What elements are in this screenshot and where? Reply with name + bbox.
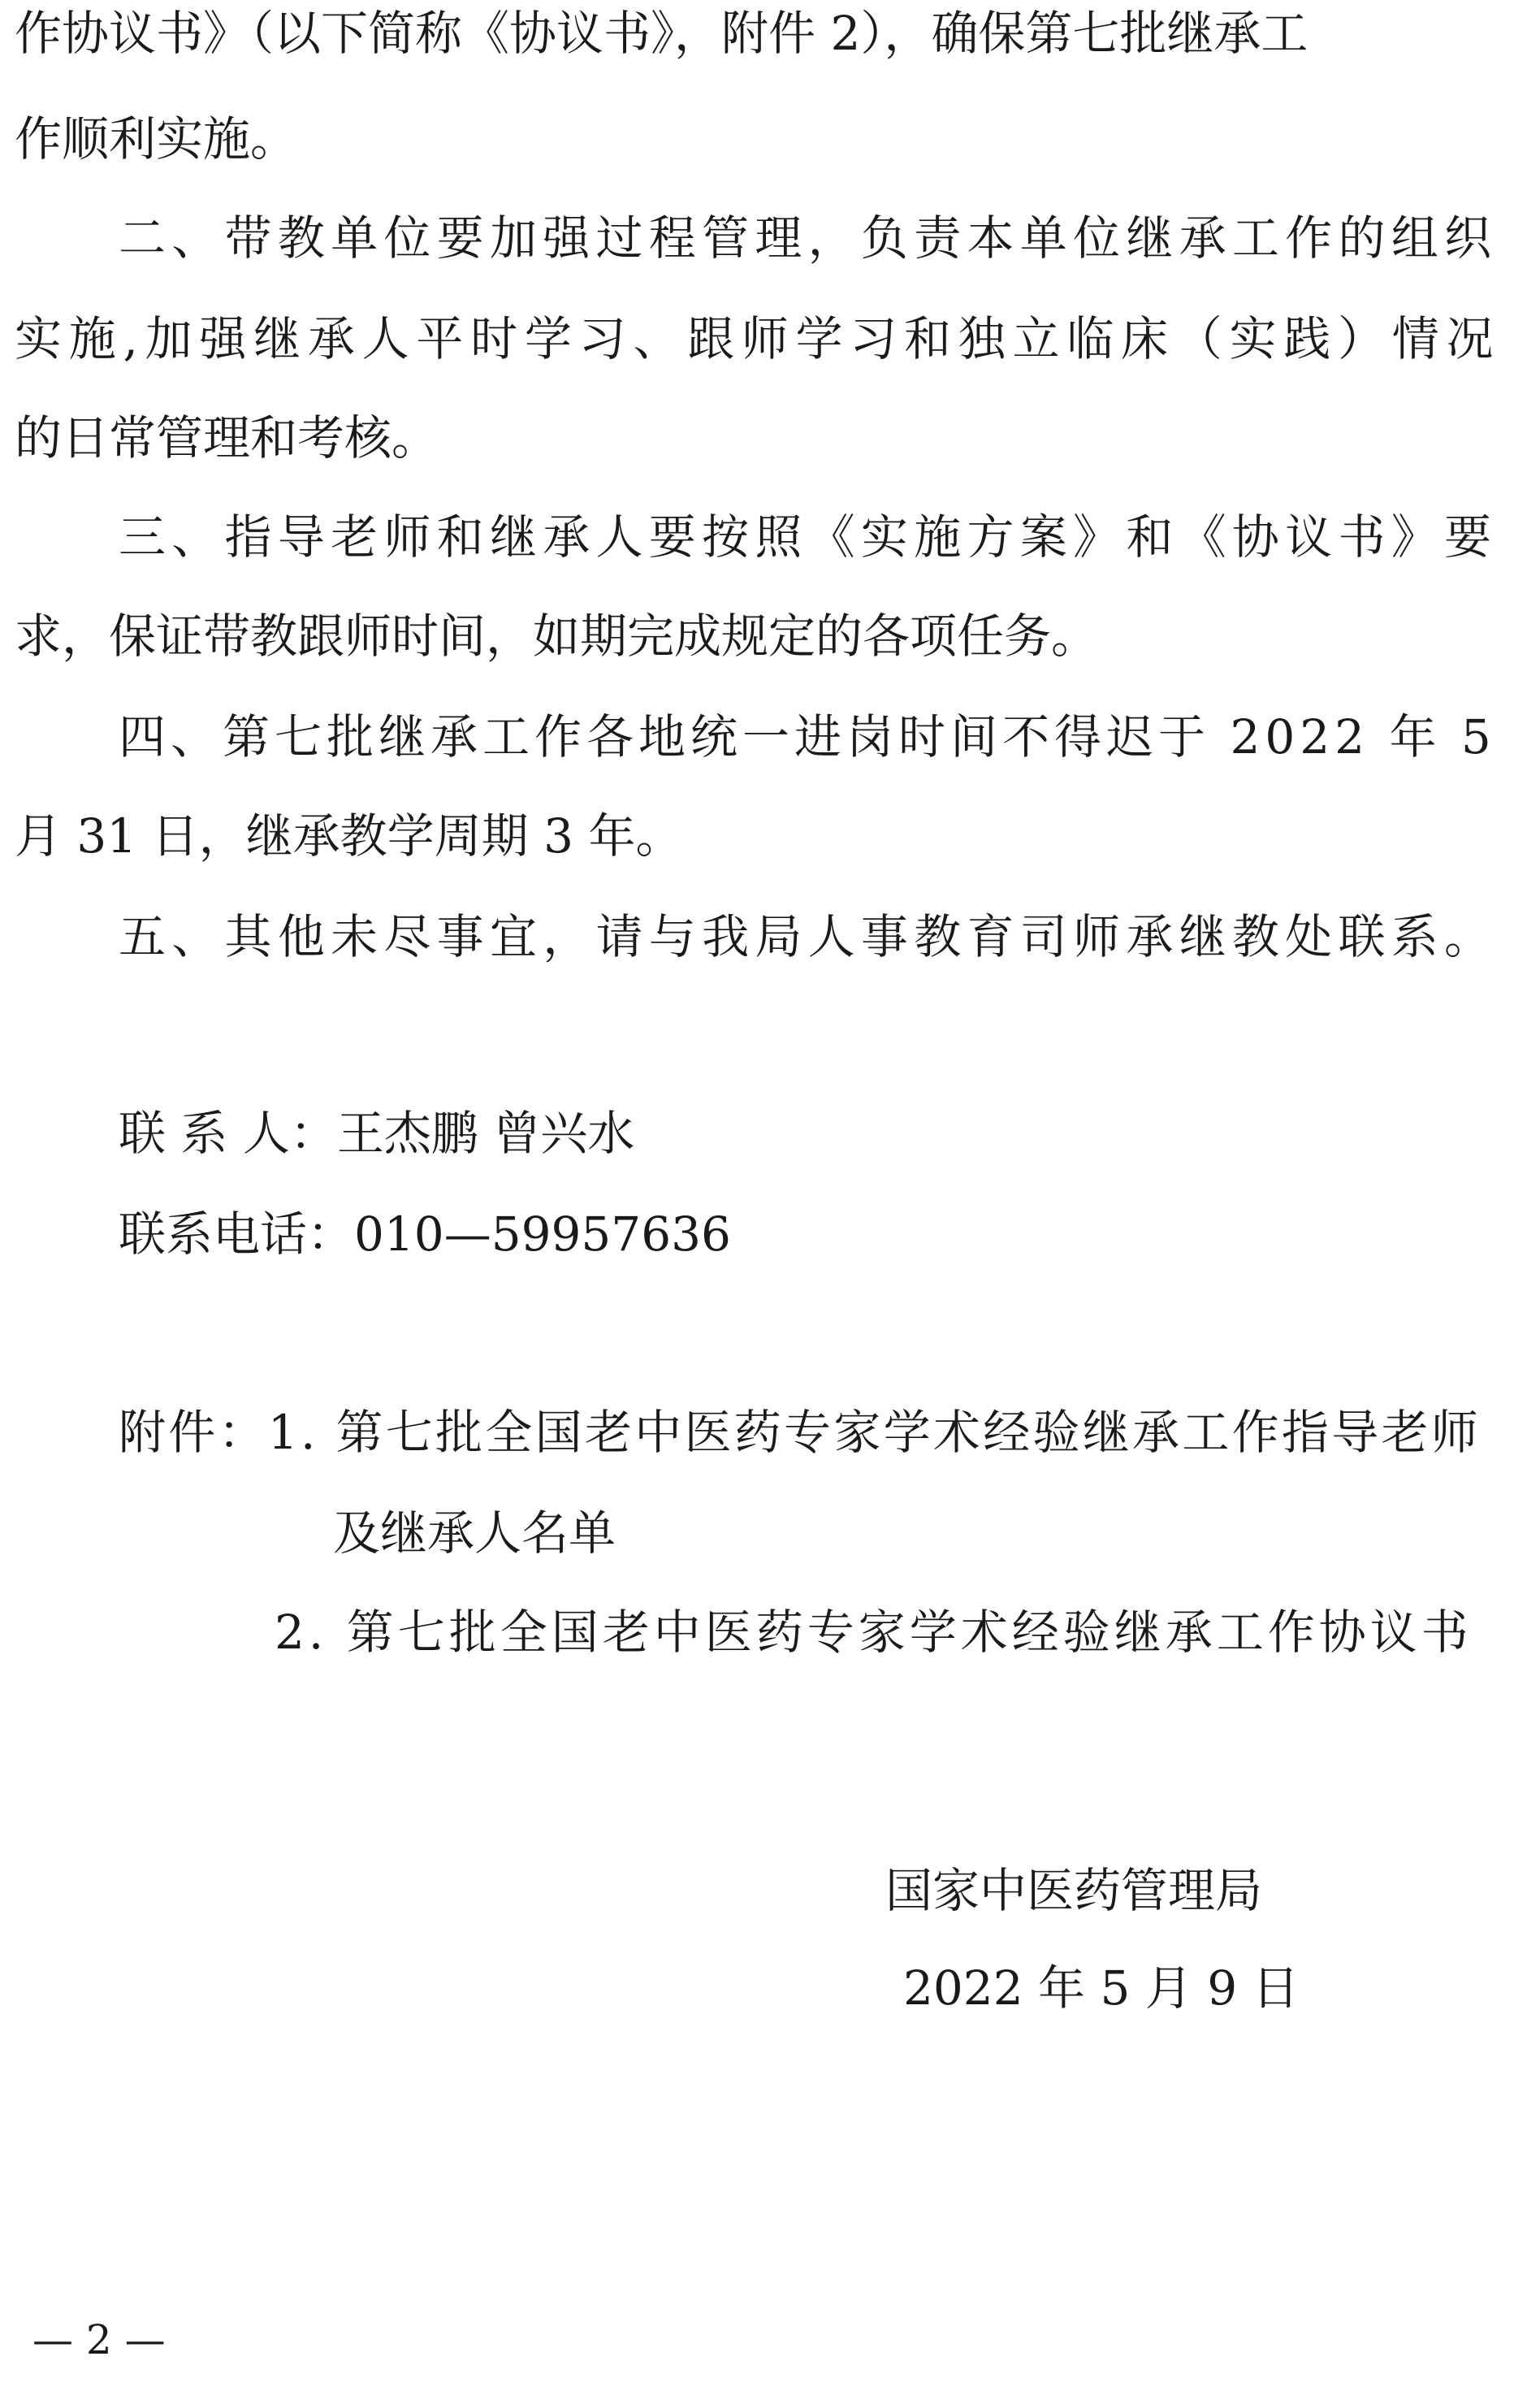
paragraph-5-line-1: 五、其他未尽事宜，请与我局人事教育司师承继教处联系。 [119,909,1498,964]
paragraph-2-line-3: 的日常管理和考核。 [15,410,439,466]
paragraph-4-line-2: 月 31 日，继承教学周期 3 年。 [15,808,683,864]
paragraph-2-line-1: 二、带教单位要加强过程管理，负责本单位继承工作的组织 [119,210,1498,266]
signature-organization: 国家中医药管理局 [885,1863,1263,1918]
attachment-2: 2. 第七批全国老中医药专家学术经验继承工作协议书 [275,1605,1473,1660]
signature-date: 2022 年 5 月 9 日 [903,1960,1300,2016]
contact-person: 联 系 人：王杰鹏 曾兴水 [119,1106,635,1161]
paragraph-4-line-1: 四、第七批继承工作各地统一进岗时间不得迟于 2022 年 5 [119,709,1496,765]
attachment-1-line-1: 附件：1. 第七批全国老中医药专家学术经验继承工作指导老师 [119,1405,1482,1460]
paragraph-1-line-1: 作协议书》（以下简称《协议书》，附件 2），确保第七批继承工 [15,6,1309,61]
paragraph-2-line-2: 实施,加强继承人平时学习、跟师学习和独立临床（实践）情况 [15,311,1501,366]
paragraph-3-line-2: 求，保证带教跟师时间，如期完成规定的各项任务。 [15,609,1099,664]
contact-phone: 联系电话：010—59957636 [119,1206,731,1262]
attachment-1-line-2: 及继承人名单 [333,1505,616,1561]
paragraph-3-line-1: 三、指导老师和继承人要按照《实施方案》和《协议书》要 [119,509,1498,565]
page-number: — 2 — [32,2316,166,2363]
paragraph-1-line-2: 作顺利实施。 [15,111,298,167]
